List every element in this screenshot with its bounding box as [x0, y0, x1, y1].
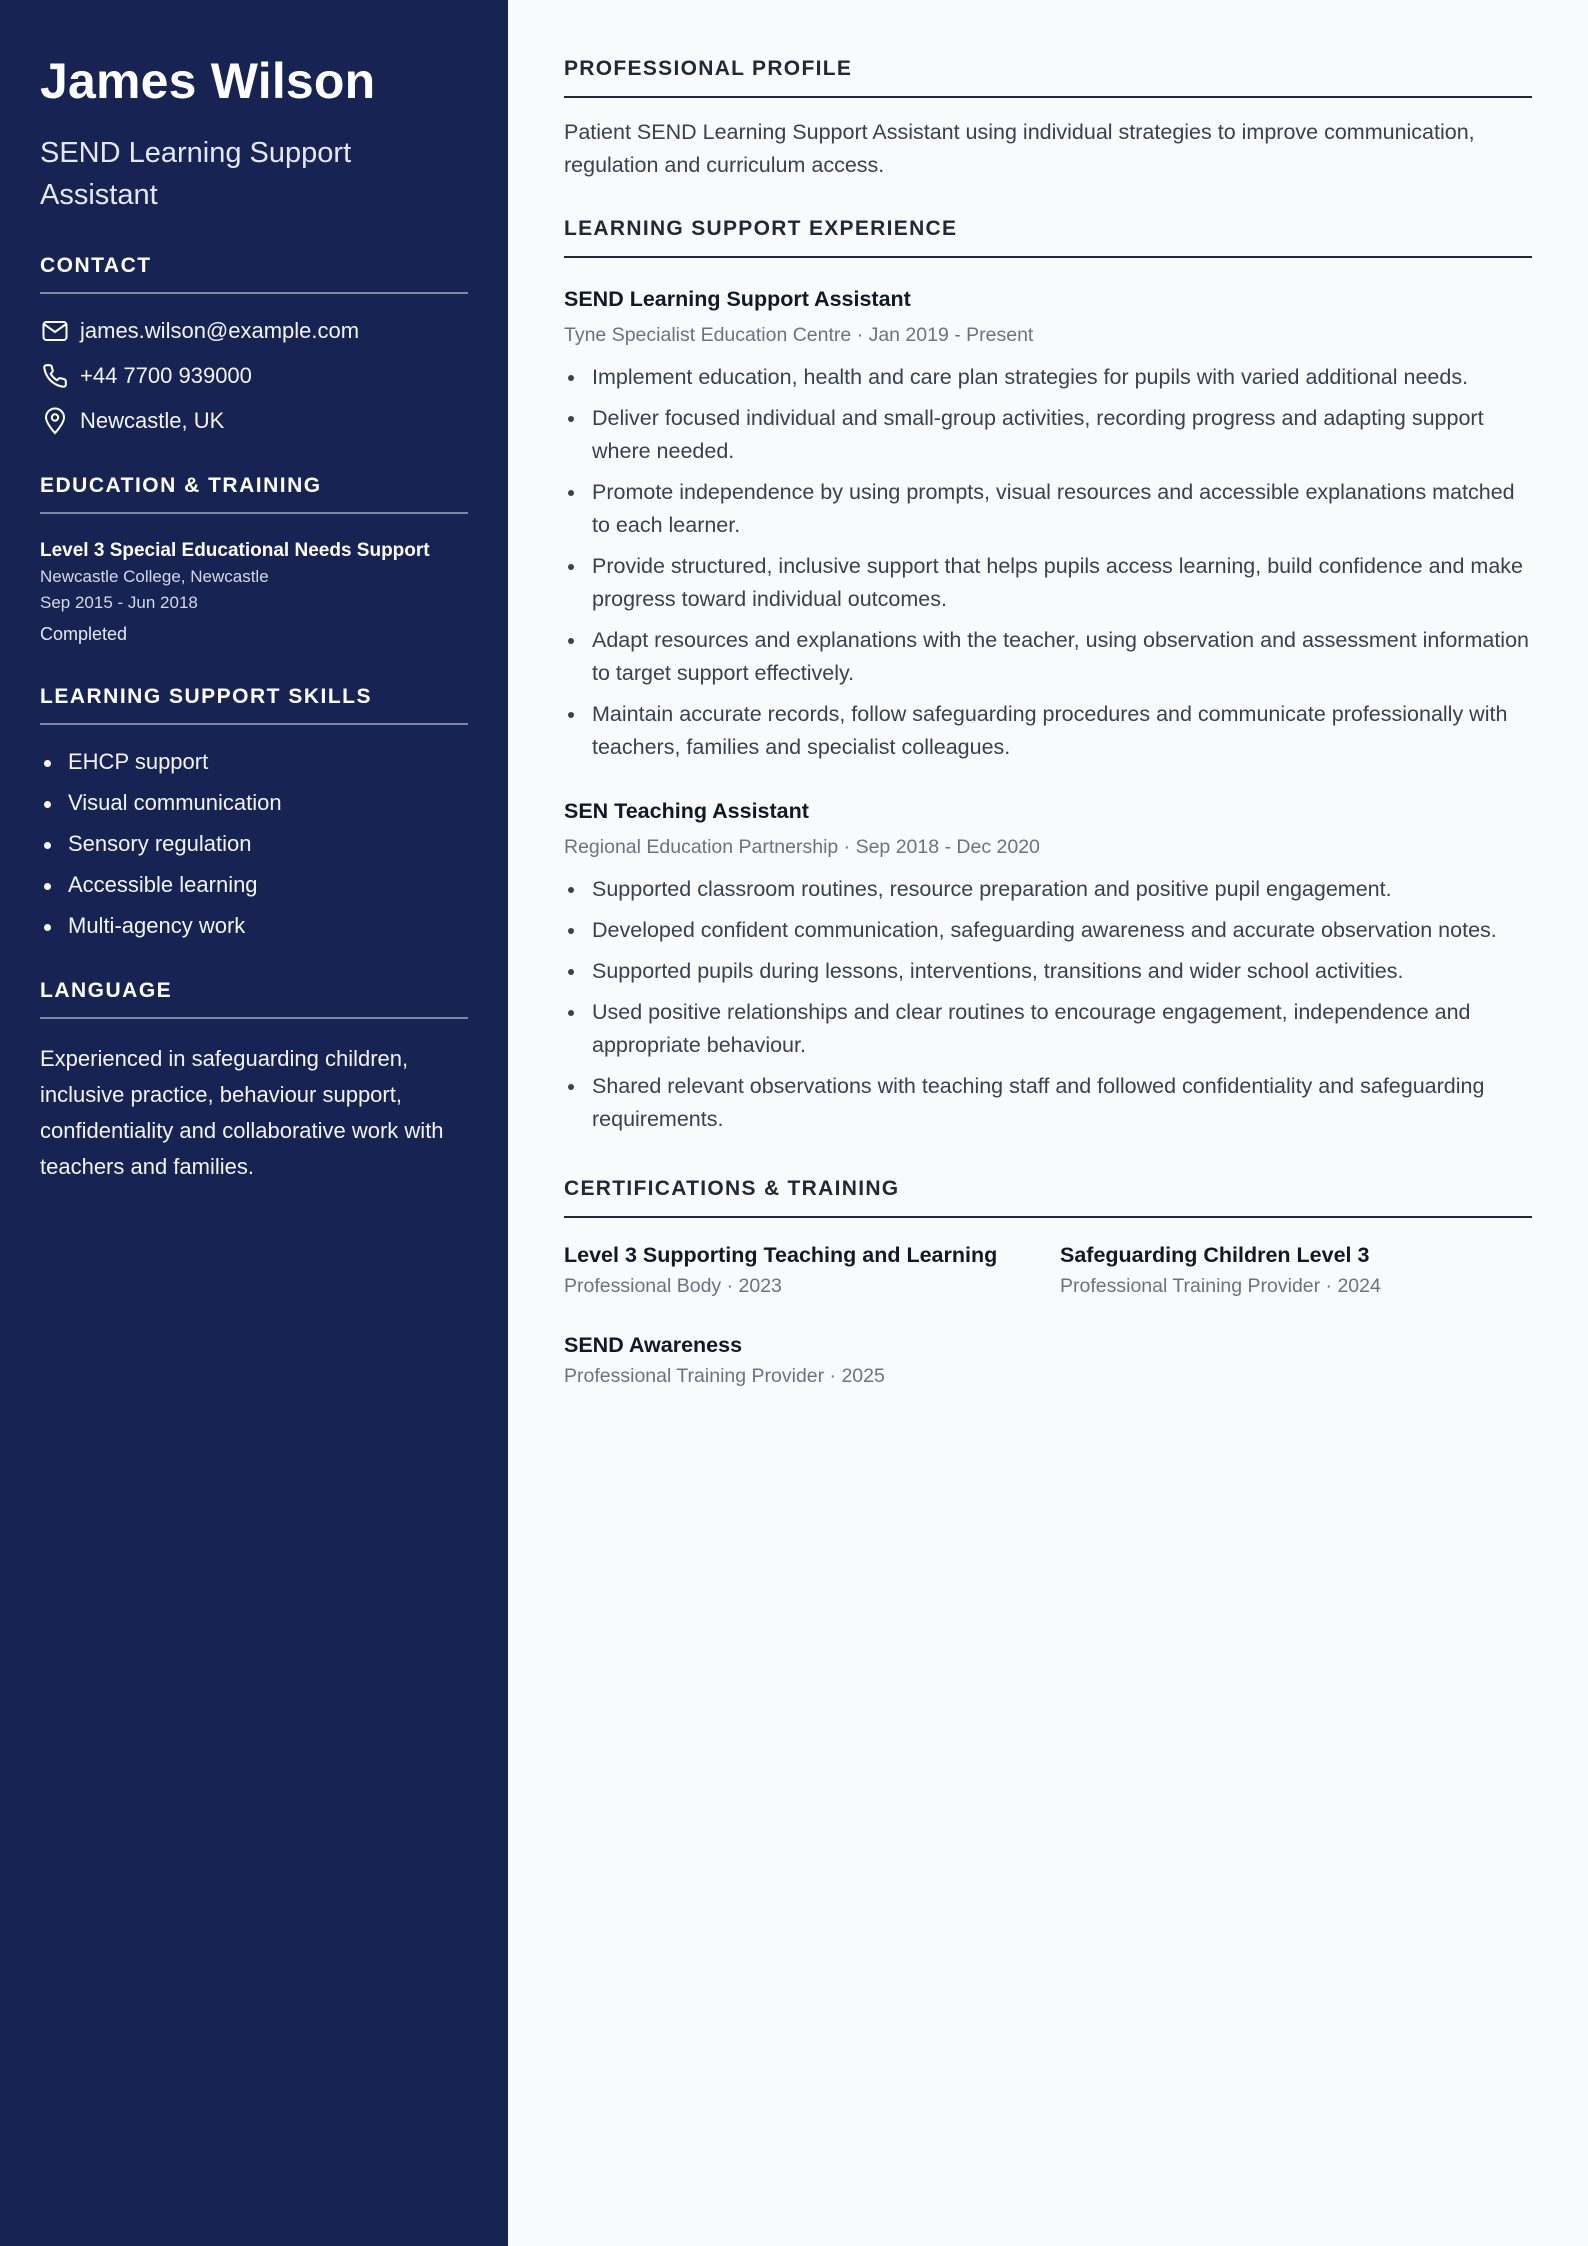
job-bullets	[564, 361, 1532, 764]
profile-text: Patient SEND Learning Support Assistant using individual strategies to improve communication, regulation and curriculum access.	[564, 120, 1475, 177]
experience-heading: LEARNING SUPPORT EXPERIENCE	[564, 216, 1532, 258]
language-heading: LANGUAGE	[40, 979, 468, 1019]
certification-title: SEND Awareness	[564, 1333, 743, 1357]
certification-title: Level 3 Supporting Teaching and Learning	[564, 1243, 998, 1267]
contact-section	[40, 254, 468, 436]
job-bullet: Maintain accurate records, follow safeguarding procedures and communicate professionally with teachers, families and specialist colleagues.	[564, 698, 1532, 764]
experience-section	[564, 216, 1532, 1136]
job-bullet: Provide structured, inclusive support that helps pupils access learning, build confidence and make progress toward individual outcomes.	[564, 550, 1532, 616]
job-entry	[564, 796, 1532, 1136]
skill-item: Visual communication	[40, 788, 468, 818]
job-bullet: Implement education, health and care plan strategies for pupils with varied additional needs.	[564, 361, 1532, 394]
skill-item: Accessible learning	[40, 870, 468, 900]
location-pin-icon	[40, 406, 70, 436]
language-section	[40, 979, 468, 1185]
job-bullets	[564, 873, 1532, 1136]
language-text: Experienced in safeguarding children, inclusive practice, behaviour support, confidentiality and collaborative work with teachers and families.	[40, 1046, 444, 1179]
education-status: Completed	[40, 624, 128, 644]
certification-meta: Professional Body · 2023	[564, 1275, 782, 1297]
job-title: SEN Teaching Assistant	[564, 799, 809, 823]
job-bullet: Developed confident communication, safeguarding awareness and accurate observation notes.	[564, 914, 1532, 947]
sidebar	[0, 0, 508, 2246]
skill-item: Sensory regulation	[40, 829, 468, 859]
job-bullet: Adapt resources and explanations with the teacher, using observation and assessment information to target support effectively.	[564, 624, 1532, 690]
profile-heading: PROFESSIONAL PROFILE	[564, 56, 1532, 98]
contact-email[interactable]	[40, 316, 468, 346]
skills-list	[40, 747, 468, 941]
job-bullet: Supported classroom routines, resource preparation and positive pupil engagement.	[564, 873, 1532, 906]
contact-location-text: Newcastle, UK	[80, 408, 225, 433]
education-item	[40, 538, 468, 647]
education-heading: EDUCATION & TRAINING	[40, 474, 468, 514]
education-section	[40, 474, 468, 647]
contact-heading: CONTACT	[40, 254, 468, 294]
certification-item	[1060, 1240, 1532, 1300]
job-bullet: Supported pupils during lessons, interventions, transitions and wider school activities.	[564, 955, 1532, 988]
skill-item: Multi-agency work	[40, 911, 468, 941]
skills-heading: LEARNING SUPPORT SKILLS	[40, 685, 468, 725]
candidate-name: James Wilson	[40, 53, 376, 109]
contact-phone[interactable]	[40, 361, 468, 391]
certification-item	[564, 1240, 1060, 1300]
certification-title: Safeguarding Children Level 3	[1060, 1243, 1370, 1267]
skill-item: EHCP support	[40, 747, 468, 777]
phone-icon	[40, 361, 70, 391]
certification-meta: Professional Training Provider · 2024	[1060, 1275, 1381, 1297]
certifications-section	[564, 1176, 1532, 1390]
job-bullet: Deliver focused individual and small-group activities, recording progress and adapting support where needed.	[564, 402, 1532, 468]
profile-section	[564, 56, 1532, 182]
mail-icon	[40, 316, 70, 346]
certifications-grid	[564, 1240, 1532, 1390]
skills-section	[40, 685, 468, 941]
contact-email-text: james.wilson@example.com	[80, 318, 360, 343]
contact-location	[40, 406, 468, 436]
education-institution: Newcastle College, Newcastle	[40, 567, 269, 586]
contact-list	[40, 316, 468, 436]
job-bullet: Used positive relationships and clear routines to encourage engagement, independence and appropriate behaviour.	[564, 996, 1532, 1062]
job-entry	[564, 284, 1532, 764]
job-title: SEND Learning Support Assistant	[564, 287, 911, 311]
certifications-heading: CERTIFICATIONS & TRAINING	[564, 1176, 1532, 1218]
candidate-title: SEND Learning Support Assistant	[40, 137, 352, 211]
main-content	[508, 0, 1588, 2246]
job-bullet: Shared relevant observations with teaching staff and followed confidentiality and safeguarding requirements.	[564, 1070, 1532, 1136]
job-bullet: Promote independence by using prompts, visual resources and accessible explanations matched to each learner.	[564, 476, 1532, 542]
job-meta: Regional Education Partnership · Sep 2018 - Dec 2020	[564, 836, 1040, 858]
certification-item	[564, 1330, 1060, 1390]
education-dates: Sep 2015 - Jun 2018	[40, 593, 198, 612]
job-meta: Tyne Specialist Education Centre · Jan 2019 - Present	[564, 324, 1034, 346]
education-title: Level 3 Special Educational Needs Support	[40, 540, 430, 561]
certification-meta: Professional Training Provider · 2025	[564, 1365, 885, 1387]
contact-phone-text: +44 7700 939000	[80, 363, 252, 388]
